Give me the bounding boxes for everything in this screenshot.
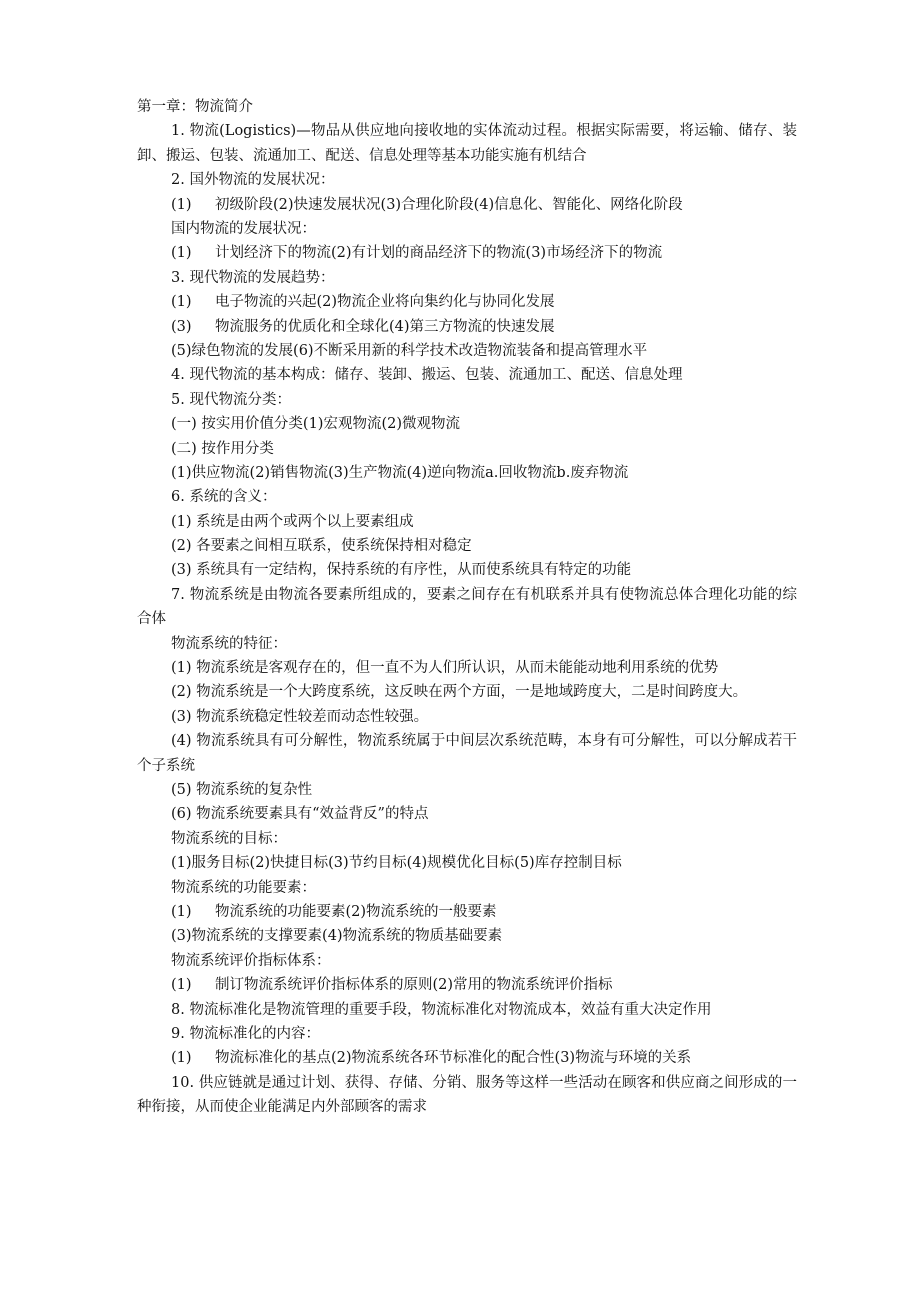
list-item-trend-5: (5)绿色物流的发展(6)不断采用新的科学技术改造物流装备和提高管理水平 — [171, 342, 648, 359]
list-marker: (1) — [171, 196, 192, 213]
paragraph-standardization: 8. 物流标准化是物流管理的重要手段，物流标准化对物流成本，效益有重大决定作用 — [171, 1001, 712, 1018]
classification-by-value: (一) 按实用价值分类(1)宏观物流(2)微观物流 — [171, 416, 461, 433]
paragraph-supply-chain: 10. 供应链就是通过计划、获得、存储、分销、服务等这样一些活动在顾客和供应商之间形成的一种衔接，从而使企业能满足内外部顾客的需求 — [137, 1074, 797, 1116]
system-meaning-1: (1) 系统是由两个或两个以上要素组成 — [171, 513, 414, 530]
paragraph-logistics-definition: 1. 物流(Logistics)—物品从供应地向接收地的实体流动过程。根据实际需要，将运输、储存、装卸、搬运、包装、流通加工、配送、信息处理等基本功能实施有机结合 — [137, 123, 797, 164]
list-item-text: 物流服务的优质化和全球化(4)第三方物流的快速发展 — [215, 318, 555, 335]
heading-classification: 5. 现代物流分类： — [171, 391, 291, 408]
evaluation-index-1 — [137, 973, 797, 997]
list-marker: (1) — [171, 294, 192, 311]
feature-4: (4) 物流系统具有可分解性，物流系统属于中间层次系统范畴，本身有可分解性，可以分解成若干个子系统 — [137, 733, 797, 774]
heading-trends: 3. 现代物流的发展趋势： — [171, 269, 335, 286]
document-body — [137, 95, 797, 1120]
chapter-title: 第一章：物流简介 — [137, 99, 253, 115]
system-goals-list: (1)服务目标(2)快捷目标(3)节约目标(4)规模优化目标(5)库存控制目标 — [171, 855, 622, 872]
list-item-text: 初级阶段(2)快速发展状况(3)合理化阶段(4)信息化、智能化、网络化阶段 — [215, 196, 683, 213]
list-item-trend-3 — [137, 315, 797, 339]
classification-items: (1)供应物流(2)销售物流(3)生产物流(4)逆向物流a.回收物流b.废弃物流 — [171, 464, 629, 481]
list-item-trend-1 — [137, 290, 797, 314]
classification-by-function: (二) 按作用分类 — [171, 440, 274, 457]
paragraph-basic-composition: 4. 现代物流的基本构成：储存、装卸、搬运、包装、流通加工、配送、信息处理 — [171, 367, 683, 384]
system-meaning-3: (3) 系统具有一定结构，保持系统的有序性，从而使系统具有特定的功能 — [171, 562, 632, 579]
feature-2: (2) 物流系统是一个大跨度系统，这反映在两个方面，一是地域跨度大，二是时间跨度大。 — [171, 684, 748, 701]
heading-system-meaning: 6. 系统的含义： — [171, 489, 277, 506]
list-marker: (1) — [171, 245, 192, 262]
standardization-content-1 — [137, 1046, 797, 1070]
heading-foreign-logistics: 2. 国外物流的发展状况： — [171, 172, 335, 189]
heading-standardization-content: 9. 物流标准化的内容： — [171, 1025, 320, 1042]
paragraph-logistics-system: 7. 物流系统是由物流各要素所组成的，要素之间存在有机联系并具有使物流总体合理化功能的综合体 — [137, 586, 797, 628]
list-marker: (1) — [171, 904, 192, 920]
feature-1: (1) 物流系统是客观存在的，但一直不为人们所认识，从而未能能动地利用系统的优势 — [171, 660, 719, 677]
list-item-text: 物流系统的功能要素(2)物流系统的一般要素 — [215, 904, 497, 920]
list-item-text: 制订物流系统评价指标体系的原则(2)常用的物流系统评价指标 — [215, 977, 613, 994]
feature-6: (6) 物流系统要素具有“效益背反”的特点 — [171, 806, 429, 823]
list-marker: (1) — [171, 977, 192, 994]
list-item-text: 计划经济下的物流(2)有计划的商品经济下的物流(3)市场经济下的物流 — [215, 245, 663, 262]
list-item-domestic-stages — [137, 241, 797, 265]
system-meaning-2: (2) 各要素之间相互联系，使系统保持相对稳定 — [171, 538, 472, 555]
heading-domestic-logistics: 国内物流的发展状况： — [171, 220, 316, 237]
feature-3: (3) 物流系统稳定性较差而动态性较强。 — [171, 708, 429, 725]
functional-elements-1 — [137, 900, 797, 924]
functional-elements-3: (3)物流系统的支撑要素(4)物流系统的物质基础要素 — [171, 928, 503, 945]
list-item-foreign-stages — [137, 193, 797, 217]
list-item-text: 物流标准化的基点(2)物流系统各环节标准化的配合性(3)物流与环境的关系 — [215, 1050, 692, 1067]
heading-evaluation-index: 物流系统评价指标体系： — [171, 952, 331, 969]
heading-system-features: 物流系统的特征： — [171, 635, 287, 652]
heading-system-goals: 物流系统的目标： — [171, 830, 287, 847]
list-marker: (1) — [171, 1050, 192, 1067]
heading-functional-elements: 物流系统的功能要素： — [171, 879, 316, 896]
feature-5: (5) 物流系统的复杂性 — [171, 782, 313, 799]
list-marker: (3) — [171, 318, 192, 335]
list-item-text: 电子物流的兴起(2)物流企业将向集约化与协同化发展 — [215, 294, 555, 311]
